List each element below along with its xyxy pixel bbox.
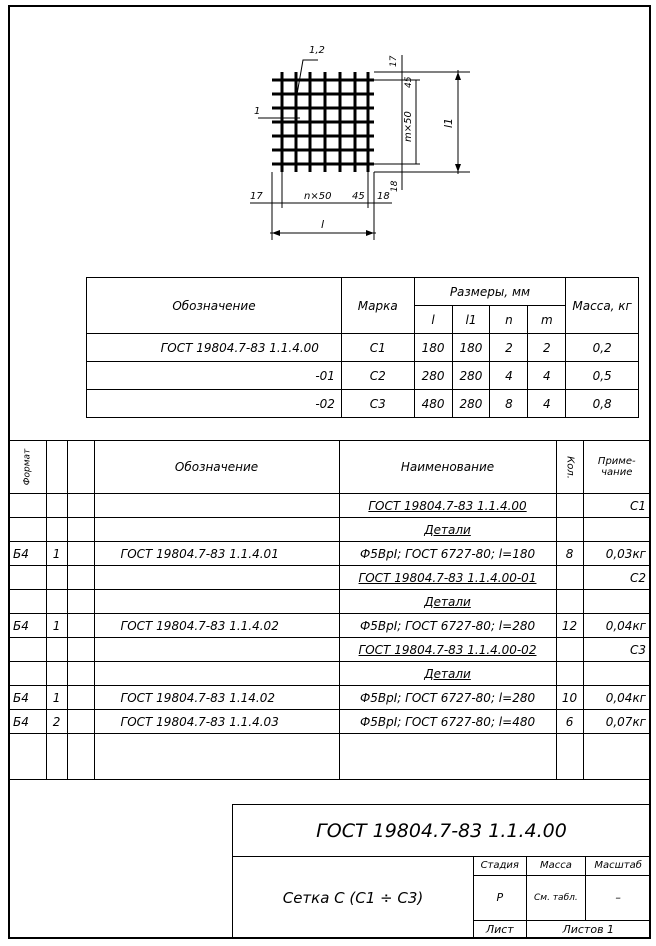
- note-cell: 0,03кг: [583, 542, 650, 566]
- dim-17-left: 17: [250, 191, 263, 202]
- dimensions-table: [86, 277, 639, 418]
- table-row: [9, 638, 651, 662]
- format-cell: [9, 566, 47, 590]
- name-cell: Детали: [339, 518, 556, 542]
- table-row: [9, 494, 651, 518]
- dim-45-bottom: 45: [352, 191, 365, 202]
- name-cell: Ф5ВрI; ГОСТ 6727-80; l=280: [339, 686, 556, 710]
- qty-cell: [556, 590, 583, 614]
- format-cell: Б4: [9, 710, 47, 734]
- header-sizes: Размеры, мм: [414, 278, 566, 306]
- name-cell: Ф5ВрI; ГОСТ 6727-80; l=180: [339, 542, 556, 566]
- bill-of-materials: [8, 440, 651, 780]
- table-row: -01 С2 280 280 4 4 0,5: [87, 362, 639, 390]
- note-cell: [583, 590, 650, 614]
- designation-cell: [94, 638, 339, 662]
- dim-45-right: 45: [404, 76, 414, 88]
- position-cell: [46, 638, 67, 662]
- qty-cell: 6: [556, 710, 583, 734]
- designation-cell: [94, 590, 339, 614]
- name-cell: Детали: [339, 590, 556, 614]
- position-cell: 2: [46, 710, 67, 734]
- format-cell: Б4: [9, 542, 47, 566]
- label-positions-1-2: 1,2: [309, 45, 325, 56]
- position-cell: 1: [46, 686, 67, 710]
- scale-value: –: [586, 875, 651, 920]
- designation-cell: ГОСТ 19804.7-83 1.14.02: [94, 686, 339, 710]
- position-cell: [46, 566, 67, 590]
- header-note: Приме- чание: [583, 441, 650, 494]
- note-cell: С3: [583, 638, 650, 662]
- table-row: [9, 614, 651, 638]
- position-cell: 1: [46, 614, 67, 638]
- spacer-cell: [67, 542, 94, 566]
- note-cell: С1: [583, 494, 650, 518]
- format-cell: [9, 638, 47, 662]
- document-code: ГОСТ 19804.7-83 1.1.4.00: [233, 805, 651, 857]
- table-row: [9, 542, 651, 566]
- name-cell: ГОСТ 19804.7-83 1.1.4.00: [339, 494, 556, 518]
- stage-value: Р: [474, 875, 527, 920]
- header-l: l: [414, 306, 452, 334]
- qty-cell: [556, 494, 583, 518]
- qty-cell: [556, 518, 583, 542]
- table-row: [9, 686, 651, 710]
- qty-cell: [556, 566, 583, 590]
- document-name: Сетка С (С1 ÷ С3): [233, 857, 474, 939]
- header-qty: Кол.: [564, 455, 576, 479]
- designation-cell: [94, 566, 339, 590]
- table-row: -02 С3 480 280 8 4 0,8: [87, 390, 639, 418]
- dim-18-bottom: 18: [377, 191, 390, 202]
- spacer-cell: [67, 710, 94, 734]
- note-cell: 0,07кг: [583, 710, 650, 734]
- header-stage: Стадия: [474, 857, 527, 875]
- note-cell: [583, 518, 650, 542]
- qty-cell: [556, 638, 583, 662]
- name-cell: Ф5ВрI; ГОСТ 6727-80; l=280: [339, 614, 556, 638]
- spacer-cell: [67, 590, 94, 614]
- format-cell: [9, 518, 47, 542]
- spacer-cell: [67, 566, 94, 590]
- designation-cell: ГОСТ 19804.7-83 1.1.4.02: [94, 614, 339, 638]
- spacer-cell: [67, 662, 94, 686]
- dim-l1: l1: [442, 117, 455, 128]
- qty-cell: 12: [556, 614, 583, 638]
- header-mass: Масса, кг: [566, 278, 639, 334]
- table-row: [9, 518, 651, 542]
- table-row: [9, 590, 651, 614]
- spacer-cell: [67, 638, 94, 662]
- note-cell: 0,04кг: [583, 686, 650, 710]
- position-cell: [46, 662, 67, 686]
- label-position-1: 1: [254, 106, 261, 117]
- header-name: Наименование: [339, 441, 556, 494]
- format-cell: Б4: [9, 614, 47, 638]
- designation-cell: [94, 662, 339, 686]
- header-format: Формат: [22, 448, 33, 486]
- dim-l: l: [321, 218, 325, 231]
- mesh-drawing: [230, 40, 480, 250]
- format-cell: Б4: [9, 686, 47, 710]
- format-cell: [9, 662, 47, 686]
- header-l1: l1: [452, 306, 490, 334]
- format-cell: [9, 494, 47, 518]
- header-designation: Обозначение: [94, 441, 339, 494]
- name-cell: Ф5ВрI; ГОСТ 6727-80; l=480: [339, 710, 556, 734]
- header-mass: Масса: [526, 857, 586, 875]
- table-row: [9, 566, 651, 590]
- dim-17-top: 17: [389, 55, 399, 67]
- format-cell: [9, 590, 47, 614]
- sheets-count: Листов 1: [526, 920, 650, 938]
- name-cell: ГОСТ 19804.7-83 1.1.4.00-01: [339, 566, 556, 590]
- position-cell: 1: [46, 542, 67, 566]
- table-row: ГОСТ 19804.7-83 1.1.4.00 С1 180 180 2 2 0,2: [87, 334, 639, 362]
- position-cell: [46, 518, 67, 542]
- note-cell: С2: [583, 566, 650, 590]
- designation-cell: [94, 494, 339, 518]
- title-block: [232, 804, 651, 939]
- dim-m50: m×50: [403, 111, 414, 142]
- header-m: m: [528, 306, 566, 334]
- qty-cell: 8: [556, 542, 583, 566]
- name-cell: ГОСТ 19804.7-83 1.1.4.00-02: [339, 638, 556, 662]
- table-row: [9, 710, 651, 734]
- qty-cell: [556, 662, 583, 686]
- mass-value: См. табл.: [526, 875, 586, 920]
- qty-cell: 10: [556, 686, 583, 710]
- name-cell: Детали: [339, 662, 556, 686]
- position-cell: [46, 590, 67, 614]
- table-row: [9, 662, 651, 686]
- header-scale: Масштаб: [586, 857, 651, 875]
- header-designation: Обозначение: [87, 278, 342, 334]
- sheet-label: Лист: [474, 920, 527, 938]
- designation-cell: ГОСТ 19804.7-83 1.1.4.03: [94, 710, 339, 734]
- designation-cell: ГОСТ 19804.7-83 1.1.4.01: [94, 542, 339, 566]
- note-cell: [583, 662, 650, 686]
- spacer-cell: [67, 614, 94, 638]
- header-n: n: [490, 306, 528, 334]
- header-mark: Марка: [341, 278, 414, 334]
- designation-cell: [94, 518, 339, 542]
- spacer-cell: [67, 518, 94, 542]
- note-cell: 0,04кг: [583, 614, 650, 638]
- spacer-cell: [67, 686, 94, 710]
- dim-18-right: 18: [390, 180, 400, 192]
- spacer-cell: [67, 494, 94, 518]
- position-cell: [46, 494, 67, 518]
- dim-n50: n×50: [304, 191, 332, 202]
